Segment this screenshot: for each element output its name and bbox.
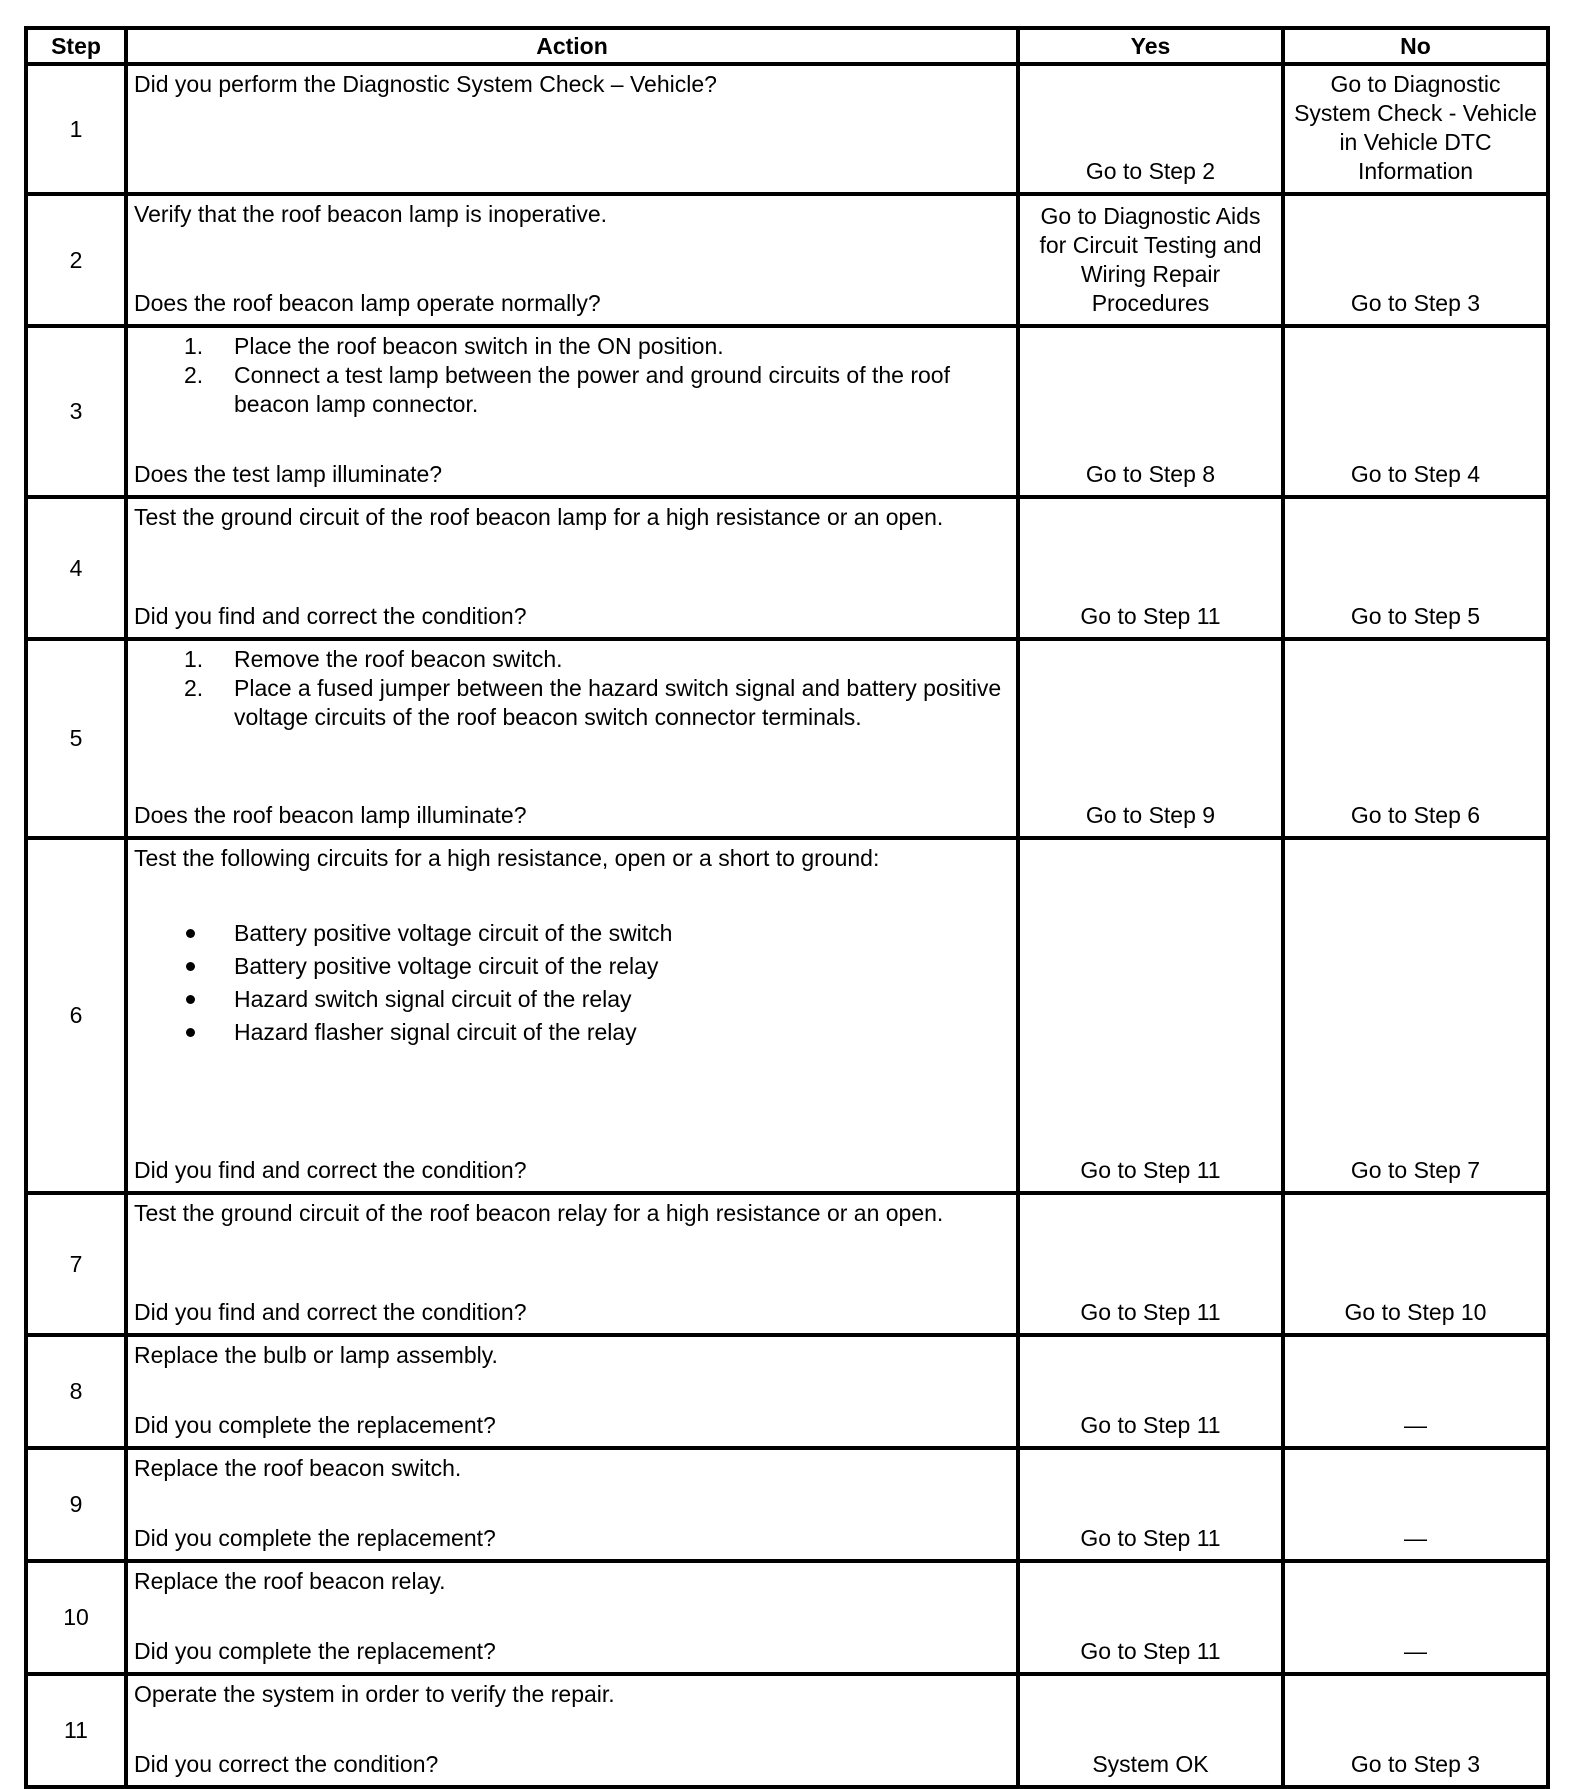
no-result: Go to Diagnostic System Check - Vehicle in Vehicle DTC Information	[1283, 64, 1548, 194]
no-result: —	[1283, 1448, 1548, 1561]
bullet-icon	[186, 962, 195, 971]
action-cell	[126, 1335, 1018, 1448]
step-number: 9	[26, 1448, 126, 1561]
table-row	[26, 326, 1548, 497]
action-cell	[126, 838, 1018, 1193]
list-marker: 2.	[184, 362, 204, 388]
header-row	[26, 28, 1548, 64]
action-text: Test the following circuits for a high resistance, open or a short to ground:	[134, 845, 880, 871]
action-cell	[126, 1193, 1018, 1335]
bullet-icon	[186, 929, 195, 938]
yes-result: Go to Step 9	[1018, 639, 1283, 838]
numbered-list	[134, 645, 1010, 732]
step-number: 3	[26, 326, 126, 497]
list-item-text: Connect a test lamp between the power and ground circuits of the roof beacon lamp connector.	[234, 362, 950, 417]
table-row	[26, 1448, 1548, 1561]
list-item-text: Place the roof beacon switch in the ON position.	[234, 333, 724, 359]
list-item	[134, 983, 1010, 1016]
action-text: Replace the roof beacon relay.	[134, 1568, 446, 1594]
list-item-text: Place a fused jumper between the hazard switch signal and battery positive voltage circuits of the roof beacon switch connector terminals.	[234, 675, 1002, 730]
action-cell	[126, 497, 1018, 639]
header-step: Step	[26, 28, 126, 64]
bullet-list	[134, 917, 1010, 1049]
action-text: Verify that the roof beacon lamp is inoperative.	[134, 201, 608, 227]
step-number: 10	[26, 1561, 126, 1674]
action-cell	[126, 1448, 1018, 1561]
list-item	[134, 674, 1010, 732]
action-cell	[126, 1561, 1018, 1674]
action-text: Operate the system in order to verify the repair.	[134, 1681, 615, 1707]
list-item-text: Hazard switch signal circuit of the relay	[234, 986, 632, 1012]
list-item-text: Battery positive voltage circuit of the relay	[234, 953, 659, 979]
bullet-icon	[186, 995, 195, 1004]
yes-result: Go to Step 11	[1018, 497, 1283, 639]
action-cell	[126, 639, 1018, 838]
no-result: Go to Step 4	[1283, 326, 1548, 497]
no-result: —	[1283, 1561, 1548, 1674]
list-item	[134, 1016, 1010, 1049]
action-question: Did you find and correct the condition?	[134, 603, 527, 629]
step-number: 11	[26, 1674, 126, 1787]
list-item	[134, 361, 1010, 419]
action-text: Replace the bulb or lamp assembly.	[134, 1342, 498, 1368]
no-result: Go to Step 5	[1283, 497, 1548, 639]
action-question: Does the roof beacon lamp illuminate?	[134, 802, 527, 828]
action-question: Did you complete the replacement?	[134, 1638, 496, 1664]
action-question: Did you complete the replacement?	[134, 1525, 496, 1551]
action-question: Does the roof beacon lamp operate normally?	[134, 290, 601, 316]
table-row	[26, 639, 1548, 838]
yes-result: Go to Step 11	[1018, 1335, 1283, 1448]
list-item	[134, 917, 1010, 950]
header-action: Action	[126, 28, 1018, 64]
list-item-text: Hazard flasher signal circuit of the relay	[234, 1019, 637, 1045]
header-yes: Yes	[1018, 28, 1283, 64]
no-result: —	[1283, 1335, 1548, 1448]
action-cell	[126, 1674, 1018, 1787]
table-row	[26, 1335, 1548, 1448]
action-cell	[126, 64, 1018, 194]
list-item	[134, 332, 1010, 361]
bullet-icon	[186, 1028, 195, 1037]
table-row	[26, 64, 1548, 194]
yes-result: Go to Step 8	[1018, 326, 1283, 497]
table-row	[26, 194, 1548, 326]
table-row	[26, 1193, 1548, 1335]
step-number: 6	[26, 838, 126, 1193]
step-number: 5	[26, 639, 126, 838]
action-question: Did you correct the condition?	[134, 1751, 439, 1777]
yes-result: Go to Step 11	[1018, 1193, 1283, 1335]
step-number: 1	[26, 64, 126, 194]
action-cell	[126, 326, 1018, 497]
no-result: Go to Step 3	[1283, 1674, 1548, 1787]
step-number: 2	[26, 194, 126, 326]
no-result: Go to Step 7	[1283, 838, 1548, 1193]
yes-result: Go to Step 11	[1018, 838, 1283, 1193]
yes-result: Go to Step 11	[1018, 1448, 1283, 1561]
list-item	[134, 950, 1010, 983]
table-row	[26, 1561, 1548, 1674]
action-text: Did you perform the Diagnostic System Check – Vehicle?	[134, 71, 717, 97]
table-row	[26, 1674, 1548, 1787]
diagnostic-table	[24, 26, 1550, 1789]
action-question: Did you find and correct the condition?	[134, 1299, 527, 1325]
header-no: No	[1283, 28, 1548, 64]
list-item-text: Remove the roof beacon switch.	[234, 646, 563, 672]
table-row	[26, 497, 1548, 639]
numbered-list	[134, 332, 1010, 419]
list-item	[134, 645, 1010, 674]
list-marker: 1.	[184, 646, 204, 672]
action-question: Did you find and correct the condition?	[134, 1157, 527, 1183]
action-question: Did you complete the replacement?	[134, 1412, 496, 1438]
step-number: 8	[26, 1335, 126, 1448]
yes-result: System OK	[1018, 1674, 1283, 1787]
action-text: Test the ground circuit of the roof beacon relay for a high resistance or an open.	[134, 1200, 944, 1226]
list-marker: 2.	[184, 675, 204, 701]
action-cell	[126, 194, 1018, 326]
yes-result: Go to Diagnostic Aids for Circuit Testing and Wiring Repair Procedures	[1018, 194, 1283, 326]
step-number: 7	[26, 1193, 126, 1335]
action-text: Test the ground circuit of the roof beacon lamp for a high resistance or an open.	[134, 504, 944, 530]
action-question: Does the test lamp illuminate?	[134, 461, 443, 487]
yes-result: Go to Step 2	[1018, 64, 1283, 194]
action-text: Replace the roof beacon switch.	[134, 1455, 462, 1481]
list-marker: 1.	[184, 333, 204, 359]
no-result: Go to Step 10	[1283, 1193, 1548, 1335]
step-number: 4	[26, 497, 126, 639]
no-result: Go to Step 3	[1283, 194, 1548, 326]
list-item-text: Battery positive voltage circuit of the switch	[234, 920, 673, 946]
table-row	[26, 838, 1548, 1193]
yes-result: Go to Step 11	[1018, 1561, 1283, 1674]
no-result: Go to Step 6	[1283, 639, 1548, 838]
